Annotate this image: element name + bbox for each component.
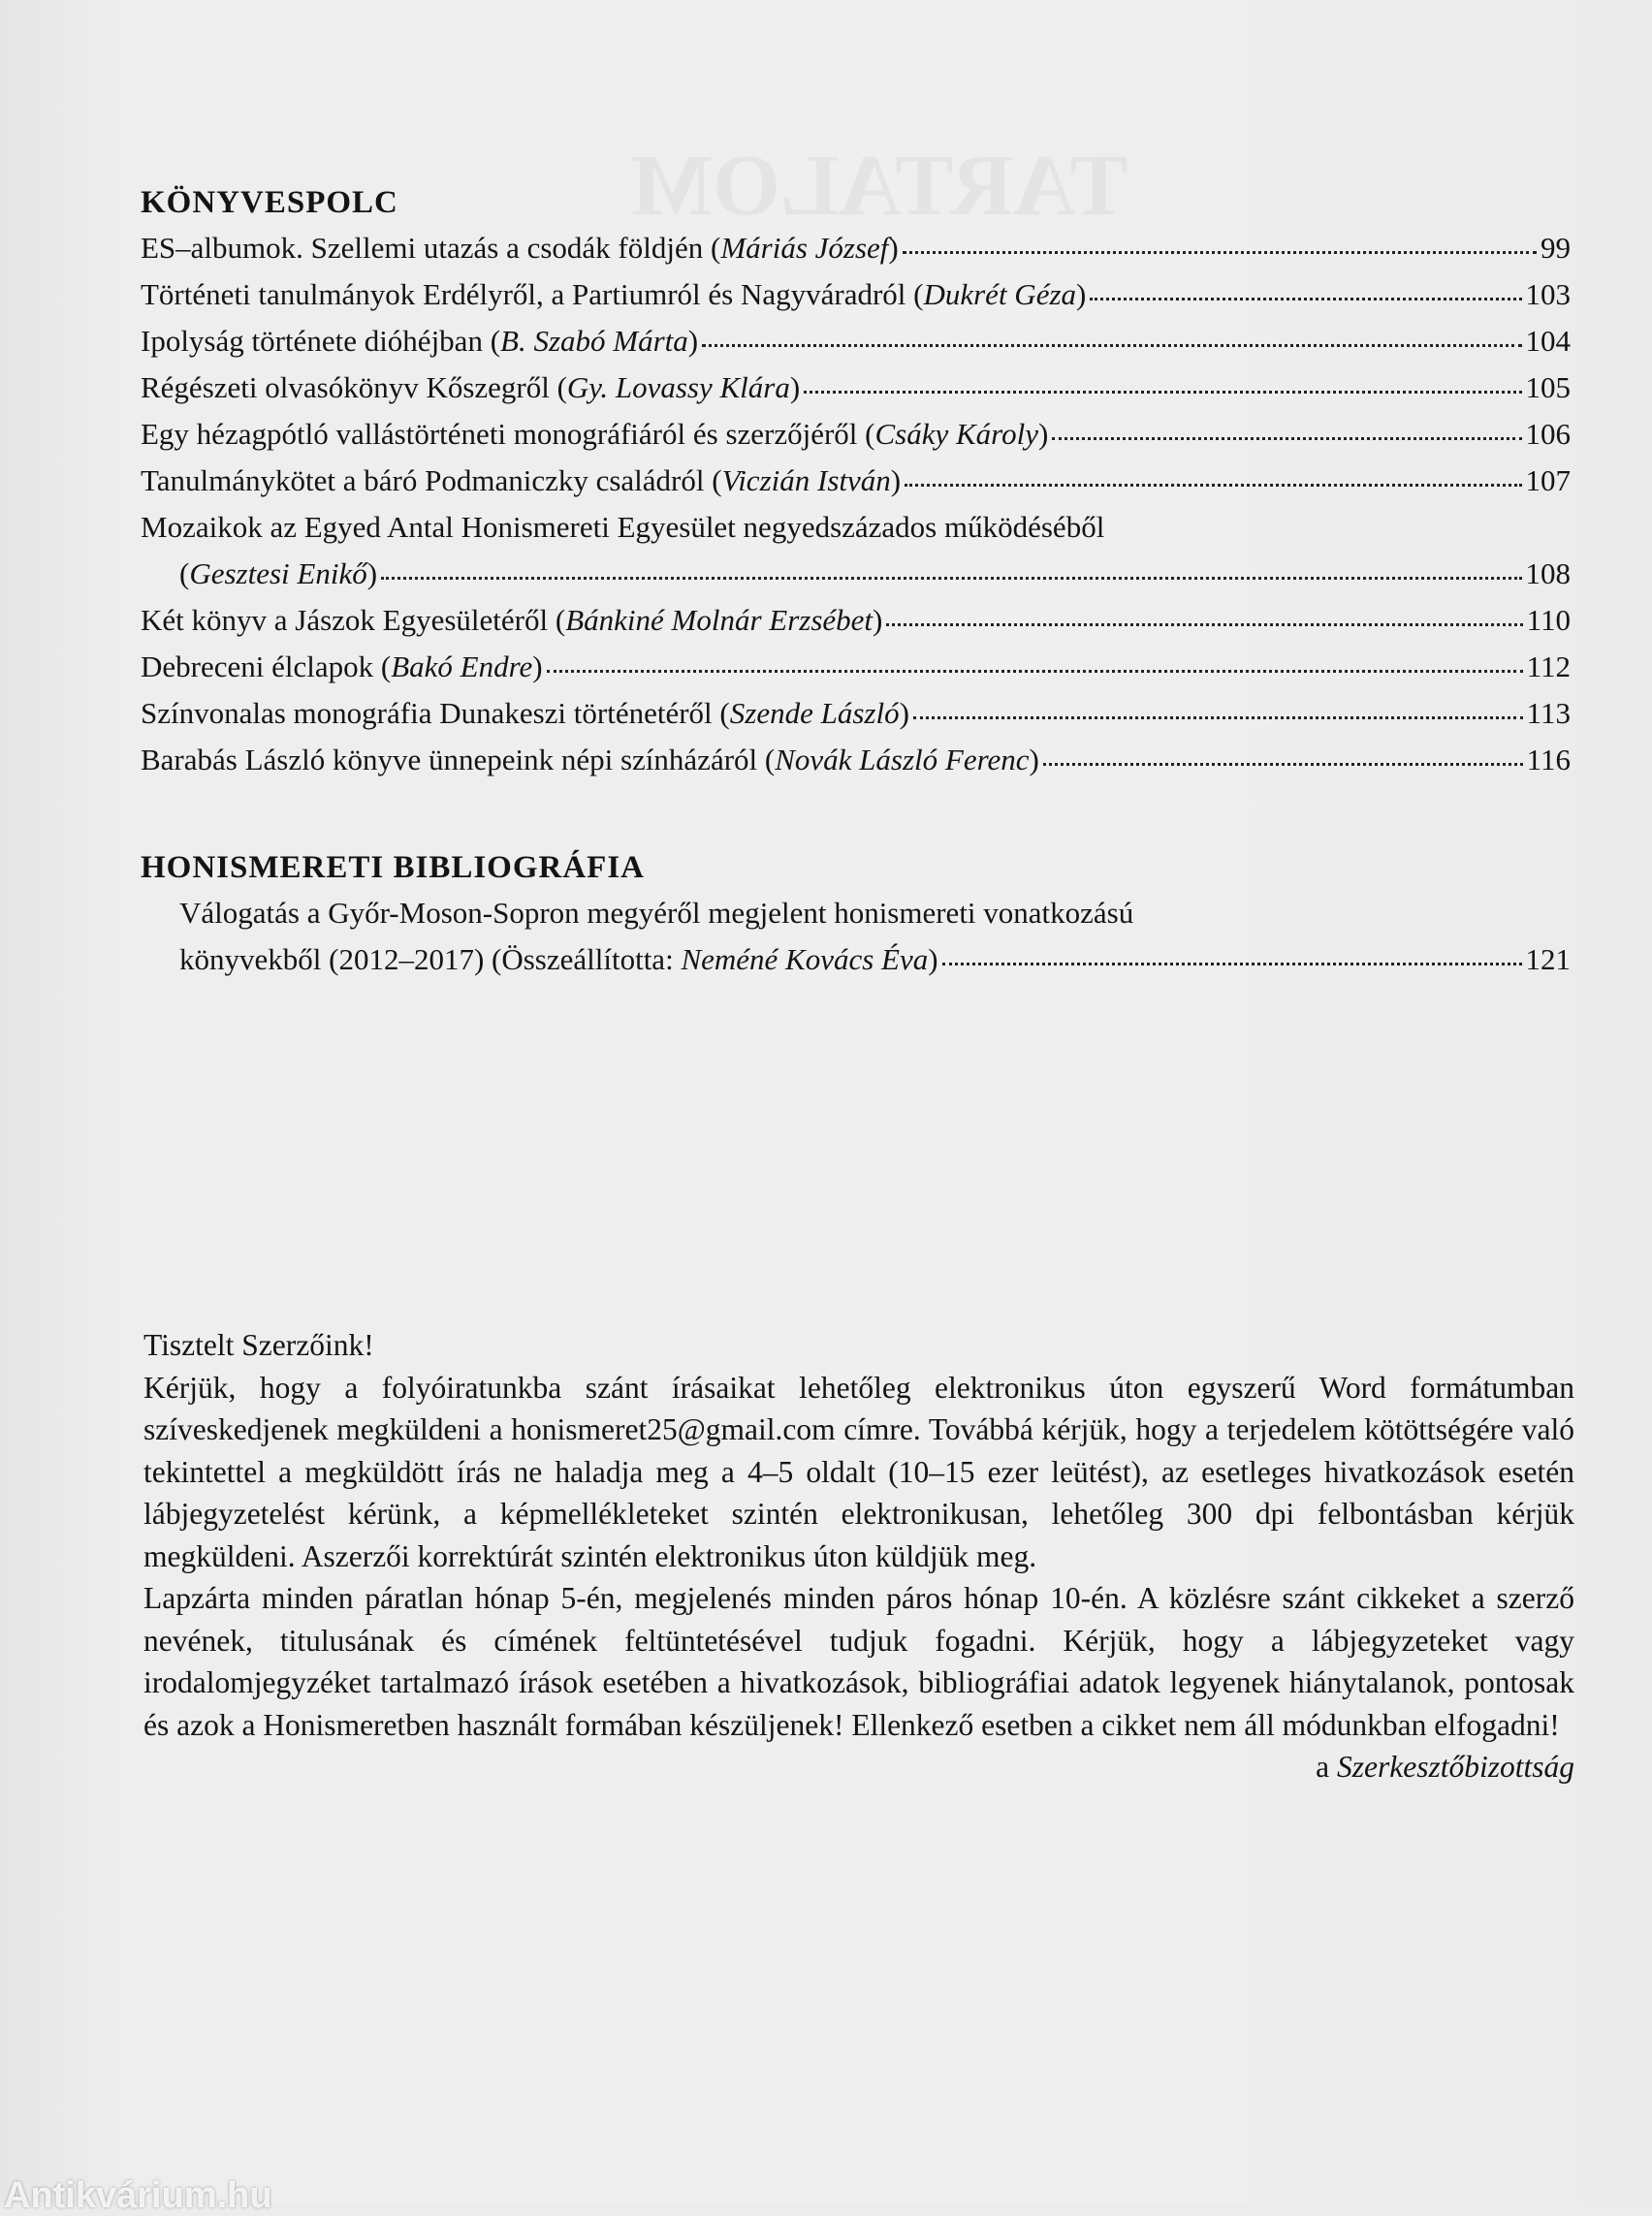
toc-entry-title: Debreceni élclapok ( — [141, 649, 392, 683]
toc-entry-author: Novák László Ferenc — [775, 743, 1030, 776]
toc-entry-title: Két könyv a Jászok Egyesületéről ( — [141, 603, 566, 637]
toc-entry-page-number: 105 — [1525, 370, 1571, 404]
toc-entry-page-number: 113 — [1526, 696, 1571, 730]
toc-entry-page-number: 106 — [1525, 417, 1571, 451]
toc-entry-title: Ipolyság története dióhéjban ( — [141, 324, 501, 358]
toc-entry-author: Gy. Lovassy Klára — [566, 370, 790, 404]
toc-entry-author: Bánkiné Molnár Erzsébet — [565, 603, 874, 637]
toc-entry-paren: ) — [789, 370, 801, 404]
toc-entry-author: Dukrét Géza — [923, 277, 1077, 311]
toc-entry-author: Máriás József — [720, 231, 889, 265]
toc-entry-author: Neméné Kovács Éva — [681, 942, 929, 976]
toc-entry-title: Régészeti olvasókönyv Kőszegről ( — [141, 370, 567, 404]
dot-leader — [903, 251, 1537, 254]
toc-entry-paren: ) — [687, 324, 699, 358]
watermark: Antikvárium.hu — [4, 2175, 272, 2216]
toc-entry-author: Szende László — [729, 696, 900, 730]
signature-prefix: a — [1316, 1750, 1337, 1784]
section-title-bibliografia: HONISMERETI BIBLIOGRÁFIA — [141, 850, 646, 885]
toc-entry-paren: ) — [888, 231, 899, 265]
toc-entry-title: Tanulmánykötet a báró Podmaniczky családról ( — [141, 463, 722, 497]
toc-entry-page-number: 110 — [1526, 603, 1571, 637]
toc-entry-author: Viczián István — [721, 463, 891, 497]
toc-entry-title: Barabás László könyve ünnepeink népi színházáról ( — [141, 743, 776, 776]
toc-entry-bibliografia[interactable] — [141, 890, 1571, 983]
dot-leader — [804, 391, 1521, 394]
toc-entry-paren: ) — [890, 463, 902, 497]
dot-leader — [942, 963, 1522, 966]
toc-entry[interactable] — [141, 225, 1571, 271]
toc-entry-paren: ) — [928, 942, 938, 976]
toc-entry-paren: ) — [1076, 277, 1087, 311]
toc-entry-page-number: 108 — [1525, 556, 1571, 590]
dot-leader — [702, 344, 1521, 347]
toc-entry[interactable] — [141, 597, 1571, 644]
toc-entry-title: Történeti tanulmányok Erdélyről, a Partiumról és Nagyváradról ( — [141, 277, 924, 311]
toc-entry-paren: ) — [899, 696, 909, 730]
notice-paragraph-2: Lapzárta minden páratlan hónap 5-én, megjelenés minden páros hónap 10-én. A közlésre szánt cikkeket a szerző nevének, titulusának és címének feltüntetésével tudjuk fogadni. Kérjük, hogy a lábjegyzeteket vagy irodalomjegyzéket tartalmazó írások esetében a hivatkozások, bibliográfiai adatok legyenek hiánytalanok, pontosak és azok a Honismeretben használt formában készüljenek! Ellenkező esetben a cikket nem áll módunkban elfogadni! — [143, 1581, 1574, 1742]
toc-entry[interactable] — [141, 737, 1571, 783]
toc-entry-page-number: 112 — [1526, 649, 1571, 683]
toc-entry-author: B. Szabó Márta — [500, 324, 688, 358]
toc-entry-author: Gesztesi Enikő — [189, 556, 367, 590]
toc-entry-paren: ) — [532, 649, 543, 683]
toc-entry-page-number: 103 — [1525, 277, 1571, 311]
toc-entry-paren: ) — [366, 556, 378, 590]
toc-entry-paren: ( — [179, 556, 190, 590]
konyvespolc-section — [141, 180, 1571, 783]
toc-entry-author: Bakó Endre — [391, 649, 533, 683]
toc-entry-page-number: 121 — [1525, 942, 1571, 976]
toc-entry[interactable] — [141, 318, 1571, 364]
toc-entry[interactable] — [141, 458, 1571, 504]
dot-leader — [1090, 298, 1521, 301]
toc-entry[interactable] — [141, 644, 1571, 690]
notice-signature — [143, 1746, 1574, 1789]
toc-entry-title: Válogatás a Győr-Moson-Sopron megyéről megjelent honismereti vonatkozású — [179, 896, 1134, 930]
toc-entry-paren: ) — [873, 603, 883, 637]
dot-leader — [886, 623, 1522, 626]
toc-entry[interactable] — [141, 690, 1571, 737]
dot-leader — [547, 670, 1523, 673]
toc-entry[interactable] — [141, 411, 1571, 458]
dot-leader — [1052, 437, 1521, 440]
toc-entry-page-number: 116 — [1526, 743, 1571, 776]
toc-entry-title: Mozaikok az Egyed Antal Honismereti Egyesület negyedszázados működéséből — [141, 510, 1105, 544]
toc-entry-page-number: 99 — [1541, 231, 1571, 265]
dot-leader — [381, 577, 1521, 580]
toc-list-konyvespolc — [141, 225, 1571, 783]
toc-entry[interactable] — [141, 271, 1571, 318]
toc-entry[interactable] — [141, 364, 1571, 411]
toc-entry-title-continued: könyvekből (2012–2017) (Összeállította: — [179, 942, 682, 976]
section-title-konyvespolc: KÖNYVESPOLC — [141, 185, 398, 220]
toc-entry-title: Színvonalas monográfia Dunakeszi történetéről ( — [141, 696, 730, 730]
notice-paragraph-1: Kérjük, hogy a folyóiratunkba szánt írásaikat lehetőleg elektronikus úton egyszerű Word formátumban szíveskedjenek megküldeni a honismeret25@gmail.com címre. Továbbá kérjük, hogy a terjedelem kötöttségére való tekintettel a megküldött írás ne haladja meg a 4–5 oldalt (10–15 ezer leütést), az esetleges hivatkozások esetén lábjegyzetelést kérünk, a képmellékleteket szintén elektronikusan, lehetőleg 300 dpi felbontásban kérjük megküldeni. Aszerzői korrektúrát szintén elektronikus úton küldjük meg. — [143, 1370, 1574, 1573]
bibliografia-section — [141, 845, 1571, 983]
notice-greeting: Tisztelt Szerzőink! — [143, 1328, 374, 1362]
toc-entry[interactable] — [141, 504, 1571, 597]
toc-entry-page-number: 107 — [1525, 463, 1571, 497]
dot-leader — [1043, 763, 1523, 766]
dot-leader — [905, 484, 1521, 487]
toc-entry-title: ES–albumok. Szellemi utazás a csodák földjén ( — [141, 231, 721, 265]
toc-entry-author: Csáky Károly — [874, 417, 1038, 451]
toc-entry-paren: ) — [1029, 743, 1039, 776]
toc-entry-title: Egy hézagpótló vallástörténeti monográfiáról és szerzőjéről ( — [141, 417, 875, 451]
signature-name: Szerkesztőbizottság — [1336, 1750, 1574, 1784]
toc-entry-paren: ) — [1037, 417, 1049, 451]
authors-notice — [143, 1324, 1574, 1789]
toc-entry-page-number: 104 — [1525, 324, 1571, 358]
dot-leader — [913, 716, 1523, 719]
